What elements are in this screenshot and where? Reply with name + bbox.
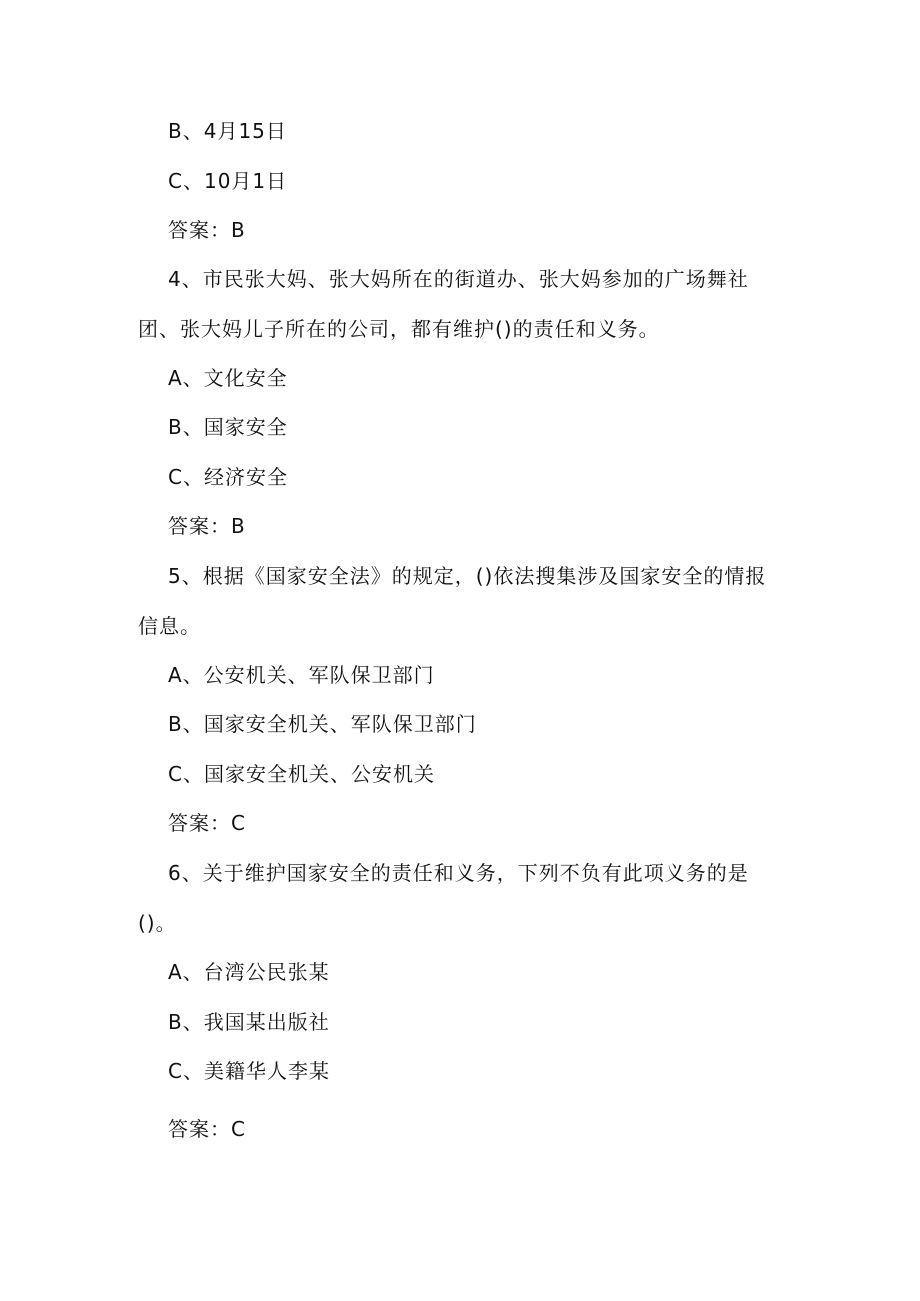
- q3-option-b: B、4月15日: [168, 119, 287, 143]
- q5-option-c: C、国家安全机关、公安机关: [168, 762, 435, 786]
- q6-option-b: B、我国某出版社: [168, 1010, 330, 1034]
- q4-option-a: A、文化安全: [168, 366, 288, 390]
- q4-option-c: C、经济安全: [168, 465, 288, 489]
- q4-answer: 答案：B: [168, 514, 246, 538]
- q6-option-c: C、美籍华人李某: [168, 1059, 330, 1083]
- q5-answer: 答案：C: [168, 811, 246, 835]
- q3-answer: 答案：B: [168, 218, 246, 242]
- q4-stem-line1: 4、市民张大妈、张大妈所在的街道办、张大妈参加的广场舞社: [168, 267, 749, 291]
- q6-stem-line1: 6、关于维护国家安全的责任和义务，下列不负有此项义务的是: [168, 861, 749, 885]
- q5-stem-line1: 5、根据《国家安全法》的规定，()依法搜集涉及国家安全的情报: [168, 564, 767, 588]
- q3-option-c: C、10月1日: [168, 169, 288, 193]
- q6-stem-line2: ()。: [138, 911, 177, 935]
- q5-option-a: A、公安机关、军队保卫部门: [168, 663, 435, 687]
- q5-stem-line2: 信息。: [138, 614, 201, 638]
- q6-answer: 答案：C: [168, 1117, 246, 1141]
- q4-option-b: B、国家安全: [168, 415, 288, 439]
- q5-option-b: B、国家安全机关、军队保卫部门: [168, 712, 477, 736]
- q6-option-a: A、台湾公民张某: [168, 960, 330, 984]
- q4-stem-line2: 团、张大妈儿子所在的公司，都有维护()的责任和义务。: [138, 317, 660, 341]
